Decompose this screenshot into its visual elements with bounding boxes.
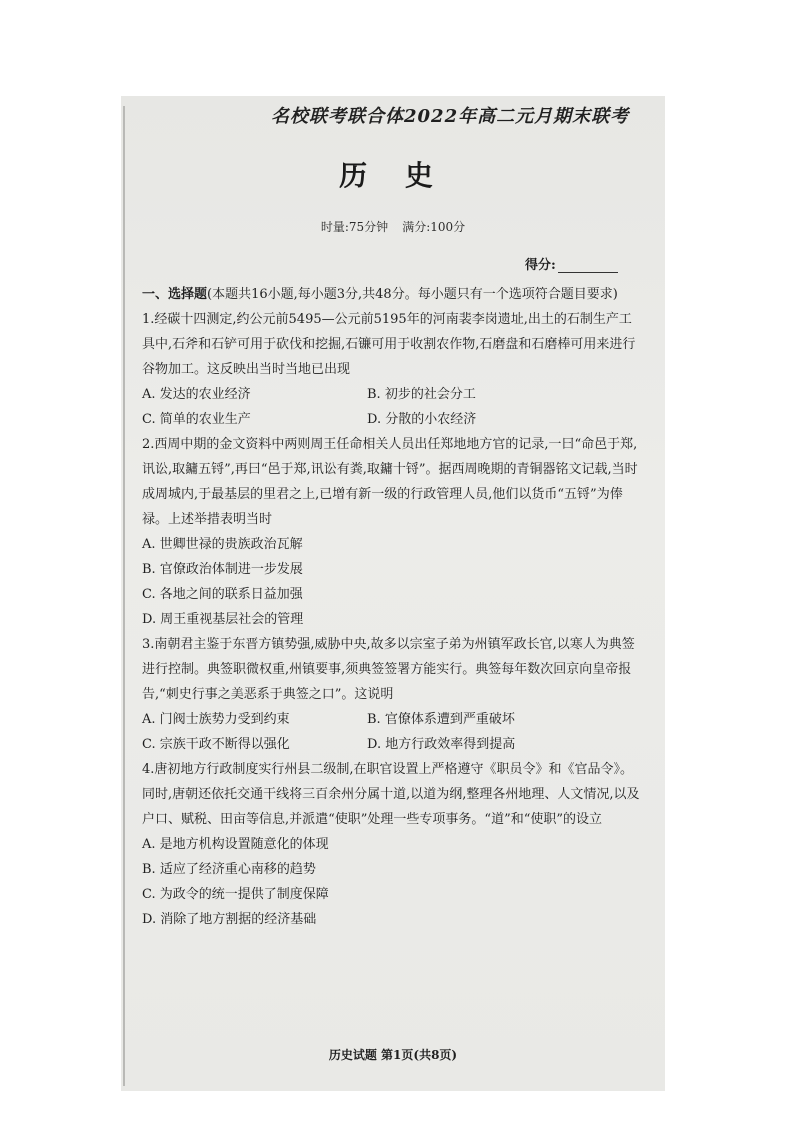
question-stem: 2.西周中期的金文资料中两则周王任命相关人员出任郑地地方官的记录,一曰“命邑于郑,讯讼,取鏞五锊”,再曰“邑于郑,讯讼有粪,取鏞十锊”。据西周晚期的青铜器铭文记载,当时成周城内,于最基层的里君之上,已增有新一级的行政管理人员,他们以货币“五锊”为俸禄。上述举措表明当时 bbox=[142, 437, 638, 527]
option-b: B. 官僚政治体制进一步发展 bbox=[142, 562, 303, 577]
exam-title: 名校联考联合体2022年高二元月期末联考 bbox=[271, 106, 630, 127]
paper-edge-line bbox=[123, 106, 125, 1086]
question-stem: 4.唐初地方行政制度实行州县二级制,在职官设置上严格遵守《职员令》和《官品令》。同时,唐朝还依托交通干线将三百余州分属十道,以道为纲,整理各州地理、人文情况,以及户口、赋税、田亩等信息,并派遣“使职”处理一些专项事务。“道”和“使职”的设立 bbox=[142, 762, 640, 827]
full-score: 满分:100分 bbox=[402, 220, 466, 234]
option-list bbox=[142, 707, 642, 757]
page-footer: 历史试题 第1页(共8页) bbox=[328, 1048, 458, 1062]
option-b: B. 官僚体系遭到严重破坏 bbox=[367, 712, 515, 727]
question-content bbox=[142, 282, 642, 932]
section-title: 一、选择题 bbox=[142, 287, 208, 302]
option-c: C. 为政令的统一提供了制度保障 bbox=[142, 887, 329, 902]
option-a: A. 门阀士族势力受到约束 bbox=[142, 712, 290, 727]
option-a: A. 世卿世禄的贵族政治瓦解 bbox=[142, 537, 303, 552]
question-2 bbox=[142, 432, 642, 632]
option-a: A. 发达的农业经济 bbox=[142, 387, 251, 402]
option-c: C. 宗族干政不断得以强化 bbox=[142, 737, 290, 752]
question-1 bbox=[142, 307, 642, 432]
option-list bbox=[142, 532, 642, 632]
exam-paper-photo bbox=[121, 96, 665, 1091]
option-d: D. 分散的小农经济 bbox=[367, 412, 477, 427]
exam-meta bbox=[121, 218, 665, 235]
option-list bbox=[142, 382, 642, 432]
question-stem: 3.南朝君主鉴于东晋方镇势强,威胁中央,故多以宗室子弟为州镇军政长官,以寒人为典签进行控制。典签职微权重,州镇要事,须典签签署方能实行。典签每年数次回京向皇帝报告,“刺史行事之美恶系于典签之口”。这说明 bbox=[142, 637, 635, 702]
time-limit: 时量:75分钟 bbox=[320, 220, 389, 234]
subject-title: 历 史 bbox=[339, 159, 447, 192]
option-d: D. 消除了地方割据的经济基础 bbox=[142, 912, 317, 927]
question-stem: 1.经碳十四测定,约公元前5495—公元前5195年的河南裴李岗遗址,出土的石制生产工具中,石斧和石铲可用于砍伐和挖掘,石镰可用于收割农作物,石磨盘和石磨棒可用来进行谷物加工。这反映出当时当地已出现 bbox=[142, 312, 636, 377]
option-c: C. 简单的农业生产 bbox=[142, 412, 251, 427]
score-blank-line bbox=[558, 272, 618, 273]
option-d: D. 地方行政效率得到提高 bbox=[367, 737, 516, 752]
option-list bbox=[142, 832, 642, 932]
score-field bbox=[525, 254, 618, 273]
option-b: B. 适应了经济重心南移的趋势 bbox=[142, 862, 316, 877]
question-3 bbox=[142, 632, 642, 757]
option-c: C. 各地之间的联系日益加强 bbox=[142, 587, 303, 602]
option-d: D. 周王重视基层社会的管理 bbox=[142, 612, 304, 627]
option-b: B. 初步的社会分工 bbox=[367, 387, 476, 402]
section-instruction: (本题共16小题,每小题3分,共48分。每小题只有一个选项符合题目要求) bbox=[207, 287, 618, 302]
section-heading bbox=[142, 282, 642, 307]
option-a: A. 是地方机构设置随意化的体现 bbox=[142, 837, 329, 852]
score-label: 得分: bbox=[525, 258, 556, 273]
question-4 bbox=[142, 757, 642, 932]
